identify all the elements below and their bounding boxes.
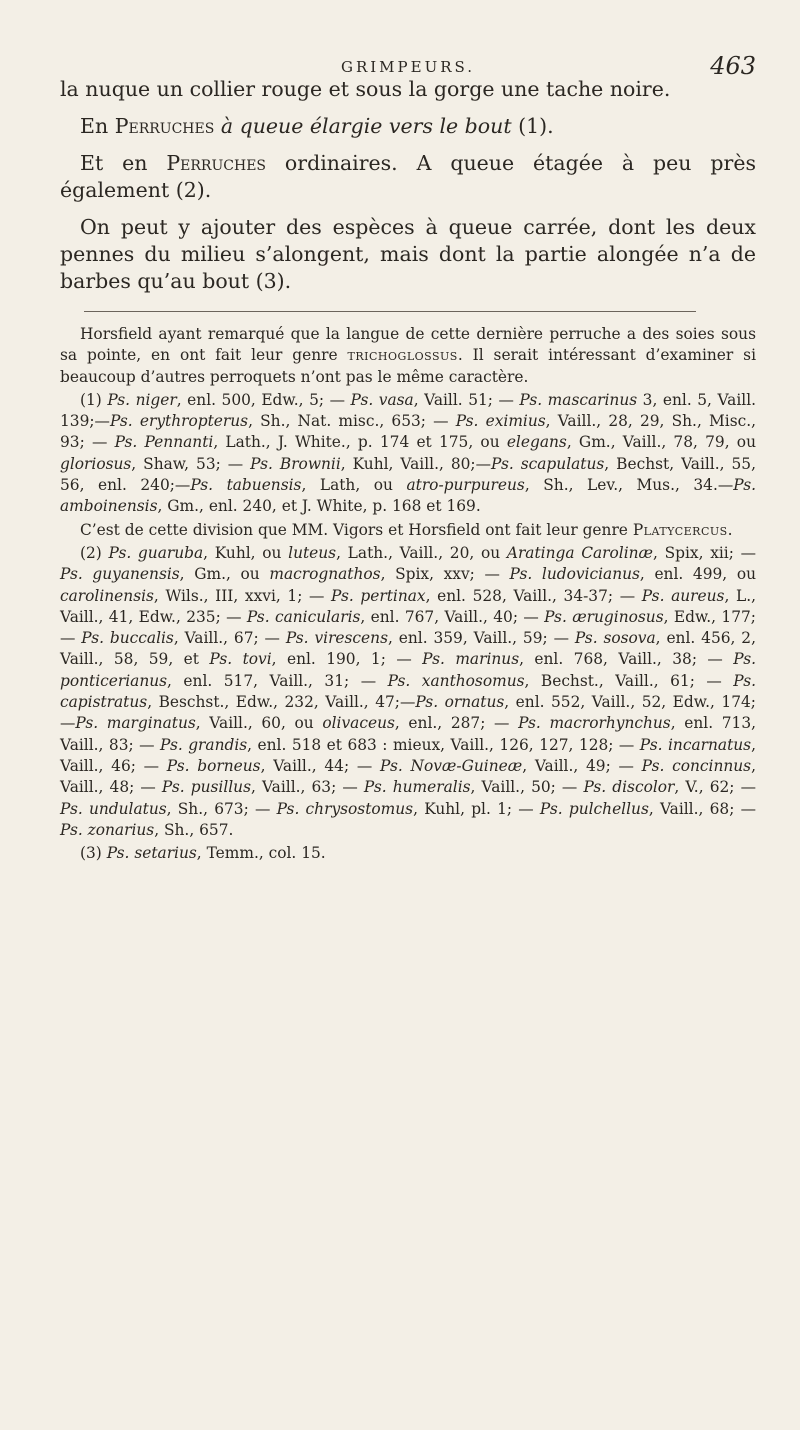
citation-text: , Temm., col. 15. bbox=[196, 844, 326, 863]
citation-text: , Vaill., 67; — bbox=[173, 629, 286, 648]
species-name: Ps. canicularis bbox=[246, 607, 361, 626]
species-name: Ps. Brownii bbox=[250, 454, 341, 473]
citation-text: , enl. 190, 1; — bbox=[271, 650, 423, 669]
citation-text: , enl., 287; — bbox=[394, 714, 519, 733]
species-name: Ps. tovi bbox=[209, 650, 272, 669]
citation-text: , enl. 517, Vaill., 31; — bbox=[167, 671, 388, 690]
p2-italic: à queue élargie vers le bout bbox=[214, 114, 512, 138]
species-name: luteus bbox=[288, 543, 337, 562]
intro-genus: trichoglossus bbox=[347, 346, 458, 365]
book-page bbox=[60, 0, 756, 864]
species-name: Ps. xanthosomus bbox=[387, 671, 525, 690]
citation-text: , Vaill. 51; — bbox=[413, 390, 520, 409]
citation-text: , enl. 767, Vaill., 40; — bbox=[360, 607, 545, 626]
citation-text: (1) bbox=[80, 390, 108, 409]
division-genus: Platycercus bbox=[632, 520, 728, 539]
species-name: Ps. vasa bbox=[350, 390, 414, 409]
species-name: Ps. erythropterus bbox=[109, 412, 249, 431]
species-name: Ps. pulchellus bbox=[539, 799, 649, 818]
species-name: Ps. tabuensis bbox=[190, 476, 302, 495]
citation-text: (2) bbox=[80, 543, 109, 562]
species-name: Ps. guyanensis bbox=[60, 565, 180, 584]
species-name: carolinensis bbox=[60, 586, 154, 605]
intro-text-b: . Il serait intéressant d’examiner si beaucoup d’autres perroquets n’ont pas le même caractère. bbox=[60, 346, 756, 386]
citation-text: , Vaill., 68; — bbox=[648, 799, 756, 818]
citation-text: , Vaill., 63; — bbox=[250, 778, 364, 797]
p3-start: Et en bbox=[80, 151, 167, 175]
species-name: Ps. ponticerianus bbox=[60, 650, 756, 690]
citation-text: , enl. 359, Vaill., 59; — bbox=[387, 629, 575, 648]
citation-text: , enl. 713, Vaill., 83; — bbox=[60, 714, 757, 754]
division-text-b: . bbox=[727, 520, 733, 539]
species-name: gloriosus bbox=[60, 454, 132, 473]
citation-text: , Vaill., 46; — bbox=[60, 735, 756, 775]
citation-text: , Vaill., 44; — bbox=[260, 756, 381, 775]
citation-text: , V., 62; — bbox=[674, 778, 756, 797]
citation-text: , Vaill., 28, 29, Sh., Misc., 93; — bbox=[60, 412, 756, 452]
citation-text: , enl. 500, Edw., 5; — bbox=[176, 390, 351, 409]
citation-text: , enl. 528, Vaill., 34-37; — bbox=[425, 586, 642, 605]
species-name: Ps. concinnus bbox=[641, 756, 752, 775]
citation-text: , Beschst., Edw., 232, Vaill., 47;— bbox=[147, 693, 416, 712]
species-name: Ps. pusillus bbox=[161, 778, 251, 797]
species-name: atro-purpureus bbox=[406, 476, 525, 495]
p3-smallcaps: Perruches bbox=[166, 151, 267, 175]
species-name: Aratinga Carolinæ bbox=[506, 543, 654, 562]
species-name: Ps. incarnatus bbox=[639, 735, 752, 754]
p2-start: En bbox=[80, 114, 115, 138]
species-name: Ps. ornatus bbox=[415, 693, 505, 712]
species-name: Ps. Pennanti bbox=[114, 433, 214, 452]
citation-text: 3, enl. 5, Vaill. 139;— bbox=[60, 390, 757, 431]
citation-text: , Kuhl, pl. 1; — bbox=[413, 799, 540, 818]
species-name: macrognathos bbox=[269, 565, 381, 584]
citation-text: , Vaill., 60, ou bbox=[195, 714, 323, 733]
running-head-title: GRIMPEURS. bbox=[340, 58, 476, 76]
citation-text: , Gm., ou bbox=[179, 565, 270, 584]
citation-text: , Vaill., 50; — bbox=[470, 778, 584, 797]
citation-text: , Spix, xxv; — bbox=[380, 565, 510, 584]
citation-text: , Sh., Nat. misc., 653; — bbox=[248, 412, 456, 431]
species-name: Ps. ludovicianus bbox=[509, 565, 640, 584]
species-name: Ps. mascarinus bbox=[519, 390, 638, 409]
citation-text: , Gm., enl. 240, et J. White, p. 168 et 169. bbox=[157, 497, 481, 516]
species-name: Ps. marginatus bbox=[75, 714, 196, 733]
citation-text: , enl. 518 et 683 : mieux, Vaill., 126, 127, 128; — bbox=[247, 735, 640, 754]
citation-text: , Kuhl, Vaill., 80;— bbox=[340, 454, 492, 473]
main-text bbox=[60, 76, 756, 295]
page-number: 463 bbox=[710, 52, 756, 80]
species-name: Ps. discolor bbox=[583, 778, 675, 797]
species-name: Ps. macrorhynchus bbox=[518, 714, 671, 733]
species-name: Ps. amboinensis bbox=[60, 476, 756, 516]
citation-text: , L., Vaill., 41, Edw., 235; — bbox=[60, 586, 756, 626]
citation-text: , Vaill., 48; — bbox=[60, 756, 756, 797]
paragraph-1: la nuque un collier rouge et sous la gorge une tache noire. bbox=[60, 77, 671, 101]
citation-text: , enl. 768, Vaill., 38; — bbox=[519, 650, 734, 669]
species-name: Ps. scapulatus bbox=[491, 454, 605, 473]
species-name: Ps. guaruba bbox=[108, 543, 204, 562]
species-name: Ps. æruginosus bbox=[544, 607, 664, 626]
footnote-division bbox=[60, 520, 756, 541]
running-head bbox=[60, 0, 756, 80]
species-name: Ps. Novæ-Guineæ bbox=[380, 756, 523, 775]
species-name: Ps. eximius bbox=[455, 412, 546, 431]
citation-text: , enl. 456, 2, Vaill., 58, 59, et bbox=[60, 629, 756, 669]
division-text-a: C’est de cette division que MM. Vigors et Horsfield ont fait leur genre bbox=[80, 520, 633, 539]
paragraph-2 bbox=[60, 113, 756, 140]
species-name: Ps. buccalis bbox=[81, 629, 174, 648]
species-name: Ps. pertinax bbox=[331, 586, 426, 605]
p3-end: ordinaires. A queue étagée à peu près également (2). bbox=[60, 151, 756, 202]
footnote-1 bbox=[60, 390, 756, 518]
footnote-rule bbox=[84, 311, 696, 312]
species-name: Ps. niger bbox=[107, 390, 177, 409]
species-name: Ps. capistratus bbox=[60, 671, 757, 712]
citation-text: , Kuhl, ou bbox=[203, 543, 289, 562]
citation-text: , Bechst., Vaill., 61; — bbox=[524, 671, 734, 690]
citation-text: , Sh., 673; — bbox=[166, 799, 277, 818]
species-name: Ps. grandis bbox=[160, 735, 248, 754]
p2-end: (1). bbox=[511, 114, 554, 138]
citation-text: , Gm., Vaill., 78, 79, ou bbox=[566, 433, 756, 452]
citation-text: , enl. 499, ou bbox=[639, 565, 757, 584]
species-name: Ps. chrysostomus bbox=[276, 799, 414, 818]
intro-text-a: Horsfield ayant remarqué que la langue de cette dernière perruche a des soies sous sa pointe, en ont fait leur genre bbox=[60, 325, 756, 365]
species-name: olivaceus bbox=[322, 714, 395, 733]
citation-text: , Bechst, Vaill., 55, 56, enl. 240;— bbox=[60, 454, 756, 495]
species-name: Ps. setarius bbox=[106, 844, 197, 863]
species-name: Ps. marinus bbox=[422, 650, 520, 669]
footnote-2 bbox=[60, 543, 756, 841]
p2-smallcaps: Perruches bbox=[114, 114, 215, 138]
species-name: Ps. humeralis bbox=[363, 778, 471, 797]
citation-text: , Lath., Vaill., 20, ou bbox=[336, 543, 507, 562]
footnotes bbox=[60, 324, 756, 864]
citation-text: , Vaill., 49; — bbox=[522, 756, 642, 775]
paragraph-4: On peut y ajouter des espèces à queue carrée, dont les deux pennes du milieu s’alongent, mais dont la partie alongée n’a de barbes qu’au bout (3). bbox=[60, 215, 756, 293]
citation-text: , Wils., III, xxvi, 1; — bbox=[153, 586, 332, 605]
citation-text: , enl. 552, Vaill., 52, Edw., 174; — bbox=[60, 693, 756, 733]
citation-text: , Spix, xii; — bbox=[653, 543, 757, 562]
citation-text: , Sh., 657. bbox=[154, 820, 234, 839]
footnote-3 bbox=[60, 843, 756, 864]
citation-text: , Edw., 177; — bbox=[60, 607, 756, 648]
citation-text: , Sh., Lev., Mus., 34.— bbox=[524, 476, 734, 495]
species-name: Ps. virescens bbox=[285, 629, 388, 648]
species-name: Ps. sosova bbox=[574, 629, 656, 648]
species-name: elegans bbox=[506, 433, 567, 452]
citation-text: , Lath., J. White., p. 174 et 175, ou bbox=[213, 433, 507, 452]
citation-text: (3) bbox=[80, 844, 107, 863]
footnote-intro bbox=[60, 324, 756, 388]
paragraph-3 bbox=[60, 150, 756, 204]
species-name: Ps. aureus bbox=[641, 586, 725, 605]
species-name: Ps. zonarius bbox=[60, 820, 155, 839]
species-name: Ps. borneus bbox=[166, 756, 261, 775]
citation-text: , Lath, ou bbox=[301, 476, 407, 495]
species-name: Ps. undulatus bbox=[60, 799, 167, 818]
citation-text: , Shaw, 53; — bbox=[131, 454, 251, 473]
